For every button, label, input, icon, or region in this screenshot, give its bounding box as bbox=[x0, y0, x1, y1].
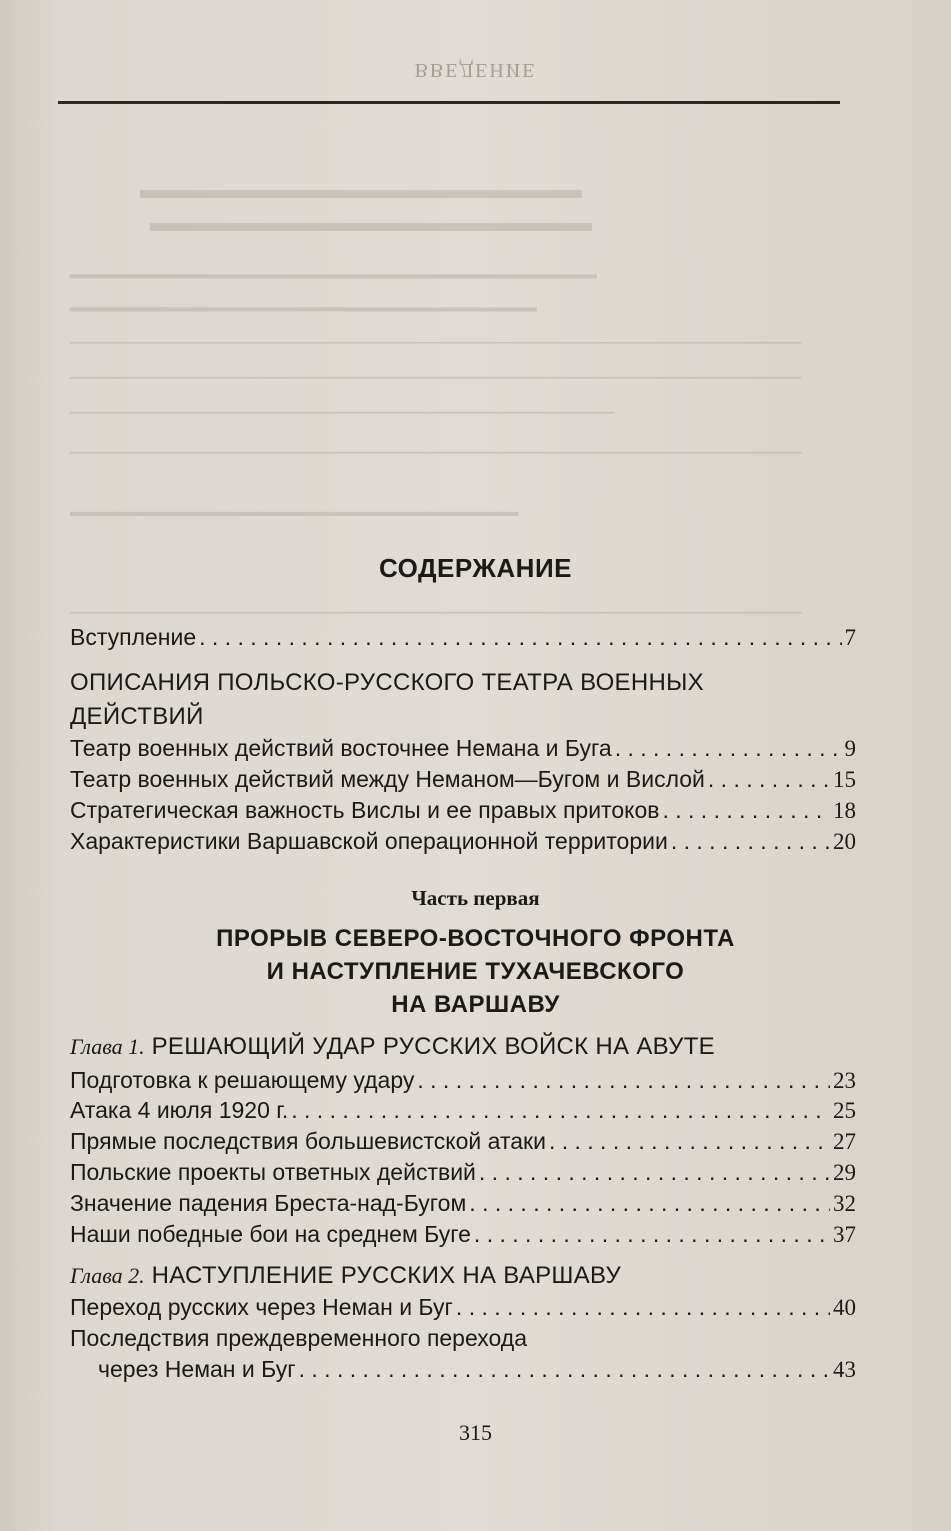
section-heading-line1: ОПИСАНИЯ ПОЛЬСКО-РУССКОГО ТЕАТРА ВОЕННЫХ bbox=[70, 669, 704, 696]
toc-entry[interactable] bbox=[70, 1292, 856, 1323]
toc-page-number: 15 bbox=[833, 767, 856, 792]
toc-entry[interactable] bbox=[70, 1157, 856, 1188]
dot-leader bbox=[662, 795, 830, 825]
part-title bbox=[0, 922, 951, 1021]
toc-entry-label: Значение падения Бреста-над-Бугом bbox=[70, 1190, 467, 1216]
toc-page-number: 37 bbox=[833, 1222, 856, 1247]
toc-entry-label: Театр военных действий между Неманом—Бугом и Вислой bbox=[70, 766, 705, 792]
toc-page-number: 18 bbox=[833, 798, 856, 823]
part-title-line2: И НАСТУПЛЕНИЕ ТУХАЧЕВСКОГО bbox=[266, 958, 685, 985]
toc-entry[interactable] bbox=[70, 795, 856, 826]
toc-page-number: 27 bbox=[833, 1129, 856, 1154]
bleedthrough-texture: ─────────────────────────────────────────── bbox=[70, 330, 802, 356]
bleedthrough-texture: ━━━━━━━━━━━━━━━━━━━━━━━━━━━━━━━━━━━ bbox=[70, 264, 597, 291]
bleedthrough-texture: ━━━━━━━━━━━━━━━━━━━━━━━━━━━━━━━ bbox=[70, 502, 518, 528]
dot-leader bbox=[479, 1157, 830, 1187]
chapter-heading[interactable] bbox=[70, 1033, 715, 1061]
header-rule bbox=[58, 101, 840, 104]
chapter-heading[interactable] bbox=[70, 1262, 621, 1290]
bleedthrough-texture: ━━━━━━━━━━━━━━━━━━━━━━━━━━━━━━━ bbox=[70, 297, 537, 324]
part-title-line1: ПРОРЫВ СЕВЕРО-ВОСТОЧНОГО ФРОНТА bbox=[216, 925, 735, 952]
dot-leader bbox=[291, 1095, 830, 1125]
contents-title: СОДЕРЖАНИЕ bbox=[379, 553, 572, 583]
toc-entry[interactable] bbox=[98, 1354, 856, 1385]
toc-page-number: 43 bbox=[833, 1357, 856, 1382]
chapter-prefix: Глава 2. bbox=[70, 1263, 145, 1288]
toc-entry-label-line2: через Неман и Буг bbox=[98, 1356, 296, 1382]
toc-entry-label: Характеристики Варшавской операционной территории bbox=[70, 828, 668, 854]
toc-entry-label: Наши победные бои на среднем Буге bbox=[70, 1221, 471, 1247]
bleedthrough-texture: ─────────────────────────────────────────── bbox=[70, 600, 802, 626]
toc-entry[interactable] bbox=[70, 1095, 856, 1126]
toc-entry-label: Переход русских через Неман и Буг bbox=[70, 1294, 453, 1320]
toc-entry-label: Стратегическая важность Вислы и ее правых притоков bbox=[70, 797, 660, 823]
toc-page-number: 32 bbox=[833, 1191, 856, 1216]
toc-entry-label: Атака 4 июля 1920 г. bbox=[70, 1097, 289, 1123]
dot-leader bbox=[456, 1292, 830, 1322]
chapter-prefix: Глава 1. bbox=[70, 1034, 145, 1059]
dot-leader bbox=[615, 733, 842, 763]
toc-entry-label: Подготовка к решающему удару bbox=[70, 1067, 415, 1093]
toc-page-number: 29 bbox=[833, 1160, 856, 1185]
dot-leader bbox=[474, 1219, 830, 1249]
dot-leader bbox=[299, 1354, 830, 1384]
section-heading-line2: ДЕЙСТВИЙ bbox=[70, 703, 204, 730]
toc-entry[interactable] bbox=[70, 1188, 856, 1219]
toc-page-number: 9 bbox=[844, 736, 856, 761]
dot-leader bbox=[671, 826, 830, 856]
toc-page-number: 25 bbox=[833, 1098, 856, 1123]
part-title-line3: НА ВАРШАВУ bbox=[391, 991, 560, 1018]
dot-leader bbox=[708, 764, 830, 794]
toc-entry[interactable] bbox=[70, 826, 856, 857]
bleedthrough-texture: ─────────────────────────────────────────── bbox=[70, 440, 802, 466]
chapter-title: НАСТУПЛЕНИЕ РУССКИХ НА ВАРШАВУ bbox=[151, 1262, 622, 1289]
toc-entry[interactable] bbox=[70, 764, 856, 795]
toc-entry[interactable] bbox=[70, 1219, 856, 1250]
bleedthrough-texture: ▬▬▬▬▬▬▬▬▬▬▬▬▬▬▬▬▬ bbox=[150, 208, 592, 237]
toc-entry[interactable] bbox=[70, 1126, 856, 1157]
toc-page-number: 7 bbox=[844, 625, 856, 650]
bleedthrough-texture: ──────────────────────────────── bbox=[70, 400, 615, 426]
toc-entry-label-line1[interactable]: Последствия преждевременного перехода bbox=[70, 1325, 528, 1351]
section-heading bbox=[70, 666, 770, 734]
dot-leader bbox=[549, 1126, 830, 1156]
toc-entry-label: Вступление bbox=[70, 624, 197, 650]
dot-leader bbox=[199, 622, 841, 652]
toc-page-number: 20 bbox=[833, 829, 856, 854]
toc-entry-label: Прямые последствия большевистской атаки bbox=[70, 1128, 546, 1154]
toc-page-number: 40 bbox=[833, 1295, 856, 1320]
part-label: Часть первая bbox=[411, 886, 540, 910]
dot-leader bbox=[469, 1188, 830, 1218]
toc-entry[interactable] bbox=[70, 1065, 856, 1096]
dot-leader bbox=[417, 1065, 830, 1095]
page-number: 315 bbox=[459, 1420, 492, 1445]
chapter-title: РЕШАЮЩИЙ УДАР РУССКИХ ВОЙСК НА АВУТЕ bbox=[151, 1033, 715, 1060]
toc-page-number: 23 bbox=[833, 1068, 856, 1093]
running-head-bleedthrough: ВВЕДЕНИЕ bbox=[414, 59, 537, 81]
bleedthrough-texture: ▬▬▬▬▬▬▬▬▬▬▬▬▬▬▬▬▬ bbox=[140, 175, 582, 204]
toc-entry-label: Театр военных действий восточнее Немана и Буга bbox=[70, 735, 612, 761]
bleedthrough-texture: ─────────────────────────────────────────── bbox=[70, 365, 802, 391]
toc-entry[interactable] bbox=[70, 733, 856, 764]
toc-entry-intro[interactable] bbox=[70, 622, 856, 653]
toc-entry-label: Польские проекты ответных действий bbox=[70, 1159, 476, 1185]
